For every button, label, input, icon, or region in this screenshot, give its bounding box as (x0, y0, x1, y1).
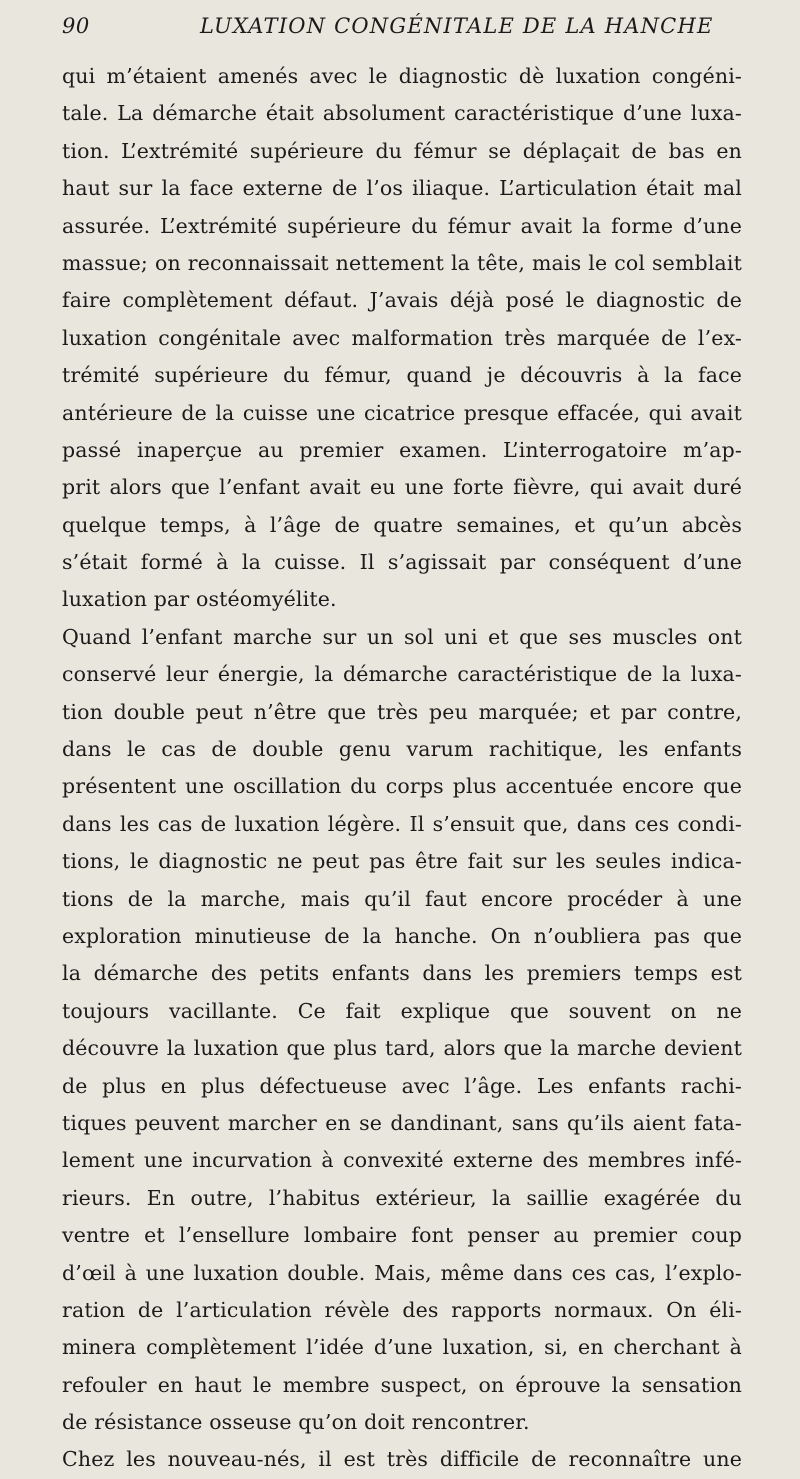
text-line: luxation congénitale avec malformation très marquée de l’ex- (62, 325, 742, 350)
text-line: découvre la luxation que plus tard, alors que la marche devient (62, 1036, 742, 1061)
text-line: Quand l’enfant marche sur un sol uni et que ses muscles ont (62, 624, 742, 649)
text-line: trémité supérieure du fémur, quand je découvris à la face (62, 363, 742, 388)
text-line: Chez les nouveau-nés, il est très difficile de reconnaître une (62, 1447, 742, 1472)
page-number: 90 (62, 14, 90, 38)
text-line: tions de la marche, mais qu’il faut encore procéder à une (62, 886, 742, 911)
text-line: passé inaperçue au premier examen. L’interrogatoire m’ap- (62, 437, 742, 462)
text-line: refouler en haut le membre suspect, on éprouve la sensation (62, 1372, 742, 1397)
running-title: LUXATION CONGÉNITALE DE LA HANCHE (200, 14, 714, 38)
text-line: de résistance osseuse qu’on doit rencontrer. (62, 1410, 530, 1435)
text-line: la démarche des petits enfants dans les premiers temps est (62, 961, 742, 986)
text-line: présentent une oscillation du corps plus accentuée encore que (62, 774, 742, 799)
text-line: tion double peut n’être que très peu marquée; et par contre, (62, 699, 742, 724)
text-line: haut sur la face externe de l’os iliaque. L’articulation était mal (62, 176, 742, 201)
text-line: tions, le diagnostic ne peut pas être fait sur les seules indica- (62, 849, 742, 874)
text-line: assurée. L’extrémité supérieure du fémur avait la forme d’une (62, 213, 742, 238)
text-line: minera complètement l’idée d’une luxation, si, en cherchant à (62, 1335, 742, 1360)
text-line: qui m’étaient amenés avec le diagnostic dè luxation congéni- (62, 64, 742, 88)
text-line: tion. L’extrémité supérieure du fémur se déplaçait de bas en (62, 138, 742, 163)
text-line: ventre et l’ensellure lombaire font penser au premier coup (62, 1223, 742, 1248)
text-line: massue; on reconnaissait nettement la tête, mais le col semblait (62, 250, 742, 275)
body-text (62, 58, 742, 1479)
text-line: toujours vacillante. Ce fait explique que souvent on ne (62, 998, 742, 1023)
text-line: lement une incurvation à convexité externe des membres infé- (62, 1148, 742, 1173)
text-line: faire complètement défaut. J’avais déjà posé le diagnostic de (62, 288, 742, 313)
text-line: tale. La démarche était absolument caractéristique d’une luxa- (62, 101, 742, 126)
text-line: prit alors que l’enfant avait eu une forte fièvre, qui avait duré (62, 475, 742, 500)
text-line: rieurs. En outre, l’habitus extérieur, la saillie exagérée du (62, 1185, 742, 1210)
text-line: dans le cas de double genu varum rachitique, les enfants (62, 737, 742, 762)
text-line: de plus en plus défectueuse avec l’âge. Les enfants rachi- (62, 1073, 742, 1098)
text-line: dans les cas de luxation légère. Il s’ensuit que, dans ces condi- (62, 811, 742, 836)
text-line: d’œil à une luxation double. Mais, même dans ces cas, l’explo- (62, 1260, 742, 1285)
text-line: exploration minutieuse de la hanche. On n’oubliera pas que (62, 923, 742, 948)
page-header (62, 14, 742, 44)
text-line: luxation par ostéomyélite. (62, 587, 337, 612)
text-line: quelque temps, à l’âge de quatre semaines, et qu’un abcès (62, 512, 742, 537)
text-line: conservé leur énergie, la démarche caractéristique de la luxa- (62, 662, 742, 687)
text-line: s’était formé à la cuisse. Il s’agissait par conséquent d’une (62, 550, 742, 575)
text-line: tiques peuvent marcher en se dandinant, sans qu’ils aient fata- (62, 1110, 742, 1135)
text-line: ration de l’articulation révèle des rapports normaux. On éli- (62, 1297, 742, 1322)
text-line: antérieure de la cuisse une cicatrice presque effacée, qui avait (62, 400, 742, 425)
